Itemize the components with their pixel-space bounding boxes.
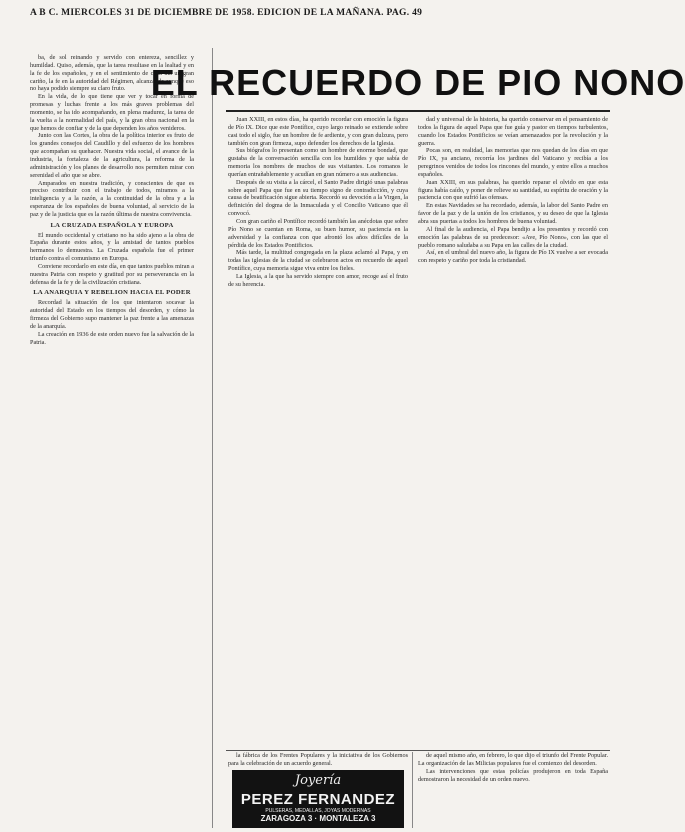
column-divider bbox=[212, 48, 213, 828]
article-title: EL RECUERDO DE PIO NONO bbox=[150, 62, 685, 103]
middle-paragraph: Más tarde, la multitud congregada en la plaza aclamó al Papa, y en todas las iglesias de la ciudad se celebraron actos en recuerdo de aquel Pontífice, cuya memoria sigue viva entre los fieles. bbox=[228, 249, 408, 273]
column-divider bbox=[412, 752, 413, 828]
middle-paragraph: La Iglesia, a la que ha servido siempre con amor, recoge así el fruto de su herencia. bbox=[228, 272, 408, 288]
right-paragraph: Al final de la audiencia, el Papa bendijo a los presentes y recordó con emoción las palabras de su predecesor: «Ave, Pío Nono», con las que el pueblo romano saludaba a su Papa en las calles de la ciudad. bbox=[418, 225, 608, 249]
ad-brand-name: PEREZ FERNANDEZ bbox=[240, 791, 396, 808]
left-paragraph: Conviene recordarlo en este día, en que tantos pueblos miran a nuestra Patria con respeto y gratitud por su perseverancia en la defensa de la fe y de la civilización cristiana. bbox=[30, 262, 194, 286]
bottom-right-paragraph: de aquel mismo año, en febrero, lo que dijo el triunfo del Frente Popular. La organización de las Milicias populares fue el comienzo del desorden. bbox=[418, 752, 608, 767]
bottom-right-text bbox=[418, 752, 608, 828]
left-column bbox=[30, 54, 194, 826]
left-paragraph: ba, de sol reinando y servido con entereza, sencillez y humildad. Quiso, además, que la tarea resultase en la lealtad y en la fe de los españoles, y en el sentimiento de cada día un gran cariño, la fe en la autoridad del Régimen, alcanzando aunque eso no haya podido siempre su claro fruto. bbox=[30, 54, 194, 93]
bottom-right-paragraph: Las intervenciones que estas policías produjeron en toda España demostraron la necesidad de un orden nuevo. bbox=[418, 767, 608, 783]
middle-paragraph: Sus biógrafos lo presentan como un hombre de enorme bondad, que gustaba de la conversación sencilla con los humildes y que sabía de memoria los nombres de muchos de sus visitantes. Los romanos le querían entrañablemente y acudían en gran número a sus audiencias. bbox=[228, 147, 408, 178]
left-paragraph: Junto con las Cortes, la obra de la política interior es fruto de los grandes consejos del Caudillo y del esfuerzo de los hombres que acompañan su quehacer. Nuestra vida social, el avance de la industria, la fortaleza de la agricultura, la reforma de la administración y los planes de desarrollo nos permiten mirar con serenidad el año que se abre. bbox=[30, 132, 194, 179]
article-title-box bbox=[150, 56, 685, 112]
bottom-left-paragraph: la fábrica de los Frentes Populares y la iniciativa de los Gobiernos para la celebración de un acuerdo general. bbox=[228, 752, 408, 767]
left-paragraph: Recordad la situación de los que intentaron socavar la autoridad del Estado en los tiempos del desorden, y cómo la firmeza del Gobierno supo mantener la paz frente a las amenazas de la anarquía. bbox=[30, 299, 194, 330]
bottom-left-text bbox=[228, 752, 408, 772]
left-paragraph: La creación en 1936 de este orden nuevo fue la salvación de la Patria. bbox=[30, 330, 194, 346]
section-divider bbox=[226, 750, 610, 751]
right-column bbox=[418, 116, 608, 748]
left-paragraph: El mundo occidental y cristiano no ha sido ajeno a la obra de España durante estos años, y la amistad de tantos pueblos hermanos lo demuestra. La Cruzada española fue el primer triunfo contra el comunismo en Europa. bbox=[30, 231, 194, 263]
right-paragraph: dad y universal de la historia, ha querido conservar en el pensamiento de todos la figura de aquel Papa que fue guía y pastor en tiempos turbulentos, cuando los Estados Pontificios se veían amenazados por la revolución y la guerra. bbox=[418, 116, 608, 147]
ad-brand-script: Joyería bbox=[294, 773, 342, 788]
ad-tagline: PULSERAS, MEDALLAS, JOYAS MODERNAS bbox=[265, 808, 371, 814]
middle-paragraph: Juan XXIII, en estos días, ha querido recordar con emoción la figura de Pío IX. Dice que este Pontífice, cuyo largo reinado se extiende sobre casi todo el siglo, fue un hombre de fe ardiente, y con gran dulzura, pero también con gran firmeza, supo defender los derechos de la Iglesia. bbox=[228, 116, 408, 147]
advertisement-header bbox=[232, 770, 404, 792]
left-paragraph: En la vida, de lo que tiene que ver y tocar en forma de promesas y luchas frente a los más graves problemas del momento, se ha ido acompañando, en plena madurez, la tarea de la vuelta a la normalidad del país, y la gran obra nacional en la que hemos de confiar y de la que dependen los años venideros. bbox=[30, 93, 194, 132]
right-paragraph: Así, en el umbral del nuevo año, la figura de Pío IX vuelve a ser evocada con respeto y cariño por toda la cristiandad. bbox=[418, 249, 608, 265]
advertisement bbox=[232, 792, 404, 828]
right-paragraph: Juan XXIII, en sus palabras, ha querido reparar el olvido en que esta figura había caído, y poner de relieve su santidad, su espíritu de oración y la paciencia con que sufrió las ofensas. bbox=[418, 178, 608, 202]
middle-paragraph: Después de su visita a la cárcel, el Santo Padre dirigió unas palabras sobre aquel Papa que fue en su tiempo signo de contradicción, y cuya causa de beatificación sigue abierta. Recordó su devoción a la Virgen, la definición del dogma de la Inmaculada y el Concilio Vaticano que él convocó. bbox=[228, 178, 408, 218]
section-heading-cruzada: LA CRUZADA ESPAÑOLA Y EUROPA bbox=[50, 221, 174, 229]
right-paragraph: En estas Navidades se ha recordado, además, la labor del Santo Padre en favor de la paz y de la unión de los cristianos, y su deseo de que la Iglesia abra sus puertas a todos los hombres de buena voluntad. bbox=[418, 202, 608, 225]
ad-address: ZARAGOZA 3 · MONTALEZA 3 bbox=[260, 814, 376, 823]
page-header: A B C. MIERCOLES 31 DE DICIEMBRE DE 1958. EDICION DE LA MAÑANA. PAG. 49 bbox=[30, 8, 423, 18]
middle-column bbox=[228, 116, 408, 748]
middle-paragraph: Con gran cariño el Pontífice recordó también las anécdotas que sobre Pío Nono se cuentan en Roma, su buen humor, su paciencia en la adversidad y la confianza con que afrontó los años difíciles de la pérdida de los Estados Pontificios. bbox=[228, 217, 408, 249]
right-paragraph: Pocas son, en realidad, las memorias que nos quedan de los días en que Pío IX, ya anciano, recorría los jardines del Vaticano y recibía a los peregrinos venidos de todos los rincones del mundo, y entre ellos a muchos españoles. bbox=[418, 147, 608, 178]
left-paragraph: Amparados en nuestra tradición, y conscientes de que es preciso contribuir con el trabajo de todos, miramos a la inteligencia y a la razón, a la continuidad de la obra y a la esperanza de los españoles de buena voluntad, al servicio de la paz y de la justicia que es la razón última de nuestra convivencia. bbox=[30, 179, 194, 218]
section-heading-anarquia: LA ANARQUIA Y REBELION HACIA EL PODER bbox=[33, 289, 191, 297]
